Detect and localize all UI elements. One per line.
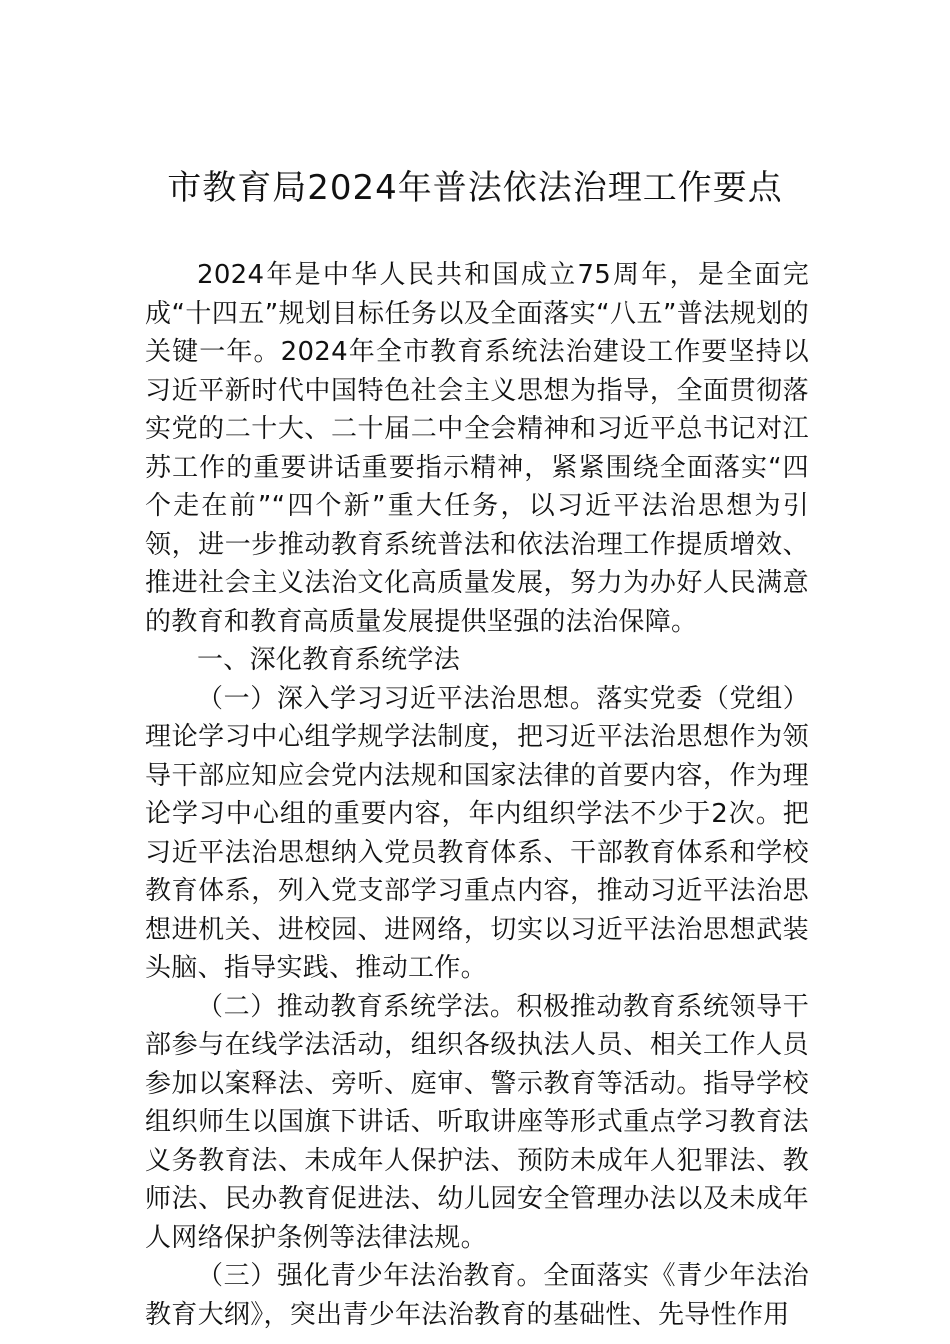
item-paragraph-2: （二）推动教育系统学法。积极推动教育系统领导干部参与在线学法活动，组织各级执法人员、相关工作人员参加以案释法、旁听、庭审、警示教育等活动。指导学校组织师生以国旗下讲话、听取讲座等形式重点学习教育法义务教育法、未成年人保护法、预防未成年人犯罪法、教师法、民办教育促进法、幼儿园安全管理办法以及未成年人网络保护条例等法律法规。 bbox=[145, 991, 809, 1253]
section-heading-1: 一、深化教育系统学法 bbox=[197, 645, 461, 675]
item-paragraph-1: （一）深入学习习近平法治思想。落实党委（党组）理论学习中心组学规学法制度，把习近平法治思想作为领导干部应知应会党内法规和国家法律的首要内容，作为理论学习中心组的重要内容，年内组织学法不少于2次。把习近平法治思想纳入党员教育体系、干部教育体系和学校教育体系，列入党支部学习重点内容，推动习近平法治思想进机关、进校园、进网络，切实以习近平法治思想武装头脑、指导实践、推动工作。 bbox=[145, 683, 809, 983]
document-title: 市教育局2024年普法依法治理工作要点 bbox=[167, 168, 783, 208]
document-body bbox=[145, 256, 809, 1334]
intro-paragraph: 2024年是中华人民共和国成立75周年，是全面完成“十四五”规划目标任务以及全面落实“八五”普法规划的关键一年。2024年全市教育系统法治建设工作要坚持以习近平新时代中国特色社会主义思想为指导，全面贯彻落实党的二十大、二十届二中全会精神和习近平总书记对江苏工作的重要讲话重要指示精神，紧紧围绕全面落实“四个走在前”“四个新”重大任务，以习近平法治思想为引领，进一步推动教育系统普法和依法治理工作提质增效、推进社会主义法治文化高质量发展，努力为办好人民满意的教育和教育高质量发展提供坚强的法治保障。 bbox=[145, 260, 809, 637]
item-paragraph-3: （三）强化青少年法治教育。全面落实《青少年法治教育大纲》，突出青少年法治教育的基础性、先导性作用 bbox=[145, 1261, 809, 1330]
